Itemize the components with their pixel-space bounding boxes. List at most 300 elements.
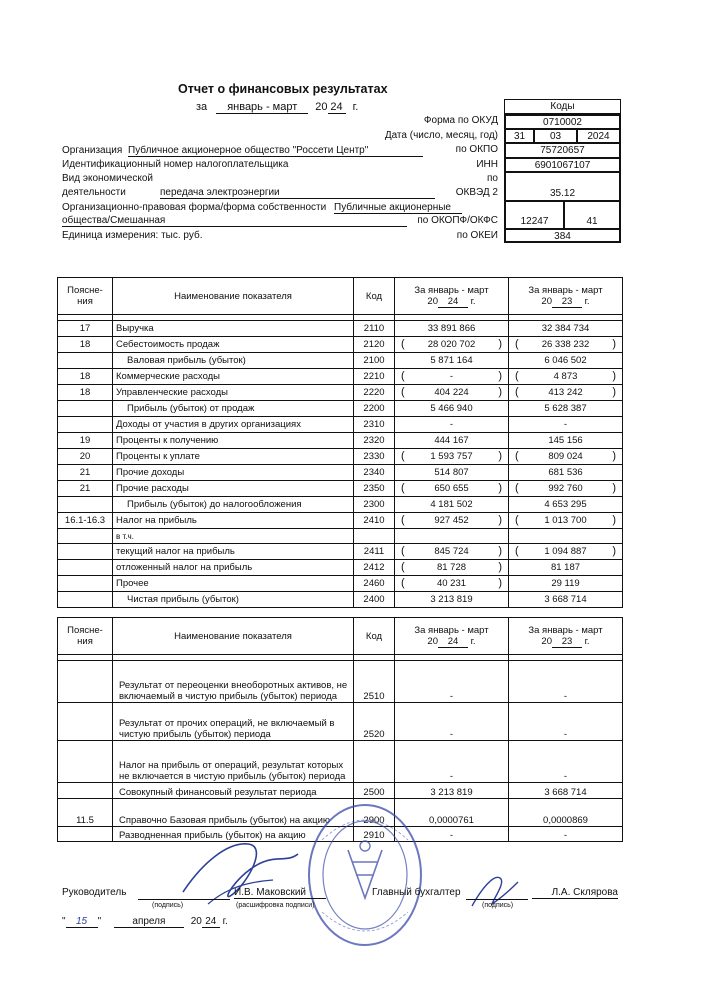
row-value-previous: [509, 661, 623, 703]
row-note: [58, 417, 113, 433]
row-name: Налог на прибыль от операций, результат которых не включается в чистую прибыль (убыток) периода: [113, 741, 354, 783]
row-value-previous: [509, 741, 623, 783]
paren-close: ): [498, 514, 502, 526]
paren-open: (: [401, 370, 405, 382]
org-name: Публичное акционерное общество "Россети Центр": [128, 145, 423, 157]
row-note: [58, 741, 113, 783]
row-value-current: [395, 353, 509, 369]
table-row: [58, 481, 623, 497]
col-name-header: Наименование показателя: [113, 618, 354, 655]
row-code: 2100: [354, 353, 395, 369]
row-name: Прибыль (убыток) от продаж: [113, 401, 354, 417]
period2-prefix: 20: [541, 295, 552, 307]
okved-label-2: ОКВЭД 2: [455, 187, 498, 198]
form-value-1: Публичные акционерные: [334, 202, 462, 214]
row-name: Совокупный финансовый результат периода: [113, 783, 354, 799]
table-row: [58, 703, 623, 741]
cell-value: 927 452: [434, 515, 469, 526]
period1-label: За январь - март: [414, 284, 489, 296]
row-name: Чистая прибыль (убыток): [113, 592, 354, 608]
cell-value: -: [449, 771, 454, 782]
inn-value: 6901067107: [504, 158, 621, 172]
cell-value: 413 242: [548, 387, 583, 398]
table-row: [58, 401, 623, 417]
row-value-previous: [509, 783, 623, 799]
sign-date-year-prefix: 20: [190, 916, 202, 927]
cell-value: 145 156: [548, 435, 583, 446]
cell-value: 514 807: [434, 467, 469, 478]
form-value-2: общества/Смешанная: [62, 215, 407, 227]
table-row: [58, 592, 623, 608]
row-code: 2120: [354, 337, 395, 353]
head-label: Руководитель: [62, 887, 127, 898]
okved-value: 35.12: [504, 172, 621, 201]
cell-value: 3 668 714: [544, 787, 587, 798]
period-prefix: за: [196, 101, 208, 113]
activity-label-1: Вид экономической: [62, 173, 153, 184]
col-code-header: Код: [354, 278, 395, 315]
row-code: 2900: [354, 799, 395, 827]
okved-label-1: по: [487, 173, 498, 184]
paren-close: ): [612, 386, 616, 398]
table-header-row: [58, 278, 623, 315]
row-note: 18: [58, 337, 113, 353]
okopf-value: 12247: [504, 201, 564, 229]
chief-label: Главный бухгалтер: [372, 887, 461, 898]
head-sign-caption: (подпись): [152, 902, 184, 909]
paren-open: (: [515, 338, 519, 350]
head-name: И.В. Маковский: [234, 887, 326, 899]
row-value-previous: [509, 321, 623, 337]
row-note: [58, 827, 113, 842]
cell-value: 1 094 887: [544, 546, 587, 557]
row-value-previous: [509, 465, 623, 481]
paren-close: ): [498, 386, 502, 398]
row-code: 2350: [354, 481, 395, 497]
cell-value: 29 119: [551, 578, 580, 589]
period2-year: 23: [552, 296, 582, 308]
row-code: 2412: [354, 560, 395, 576]
table2-header-row: [58, 618, 623, 655]
period2-tail: г.: [584, 635, 590, 647]
row-name: Разводненная прибыль (убыток) на акцию: [113, 827, 354, 842]
paren-close: ): [612, 514, 616, 526]
row-note: [58, 353, 113, 369]
table-row: [58, 369, 623, 385]
paren-open: (: [401, 386, 405, 398]
paren-close: ): [612, 482, 616, 494]
paren-close: ): [498, 450, 502, 462]
paren-open: (: [401, 577, 405, 589]
period-year-tail: г.: [352, 101, 359, 113]
period1-tail: г.: [470, 635, 476, 647]
row-value-previous: [509, 592, 623, 608]
period1-tail: г.: [470, 295, 476, 307]
row-value-current: [395, 465, 509, 481]
head-name-caption: (расшифровка подписи): [236, 902, 315, 909]
codes-header: Коды: [504, 99, 621, 114]
row-value-previous: [509, 449, 623, 465]
sign-date: [62, 916, 228, 928]
cell-value: 26 338 232: [541, 339, 590, 350]
cell-value: 3 668 714: [544, 594, 587, 605]
date-label: Дата (число, месяц, год): [384, 130, 498, 141]
row-value-current: [395, 592, 509, 608]
row-note: [58, 661, 113, 703]
row-note: 18: [58, 369, 113, 385]
period2-label: За январь - март: [528, 624, 603, 636]
row-code: 2400: [354, 592, 395, 608]
cell-value: -: [449, 729, 454, 740]
row-value-current: [395, 337, 509, 353]
table-row: [58, 321, 623, 337]
row-value-current: [395, 661, 509, 703]
cell-value: 5 466 940: [430, 403, 473, 414]
row-name: в т.ч.: [113, 529, 354, 544]
row-name: Управленческие расходы: [113, 385, 354, 401]
row-code: 2340: [354, 465, 395, 481]
row-note: [58, 703, 113, 741]
table-row: [58, 529, 623, 544]
row-value-previous: [509, 560, 623, 576]
cell-value: 5 871 164: [430, 355, 473, 366]
row-note: [58, 592, 113, 608]
cell-value: 4 653 295: [544, 499, 587, 510]
row-value-current: [395, 529, 509, 544]
cell-value: 33 891 866: [427, 323, 476, 334]
row-note: [58, 576, 113, 592]
row-name: Доходы от участия в других организациях: [113, 417, 354, 433]
period1-label: За январь - март: [414, 624, 489, 636]
page-title: Отчет о финансовых результатах: [178, 82, 388, 96]
okei-label: по ОКЕИ: [456, 230, 498, 241]
row-value-previous: [509, 703, 623, 741]
cell-value: 5 628 387: [544, 403, 587, 414]
row-value-previous: [509, 369, 623, 385]
cell-value: 444 167: [434, 435, 469, 446]
row-code: 2510: [354, 661, 395, 703]
cell-value: 1 013 700: [544, 515, 587, 526]
table-row: [58, 661, 623, 703]
row-code: 2330: [354, 449, 395, 465]
cell-value: 81 728: [436, 562, 467, 573]
period2-tail: г.: [584, 295, 590, 307]
cell-value: 1 593 757: [430, 451, 473, 462]
row-name: Прочие доходы: [113, 465, 354, 481]
row-name: Прочие расходы: [113, 481, 354, 497]
row-value-previous: [509, 827, 623, 842]
row-note: 17: [58, 321, 113, 337]
paren-open: (: [401, 338, 405, 350]
sign-date-day: 15: [66, 916, 98, 928]
cell-value: 681 536: [548, 467, 583, 478]
okei-value: 384: [504, 229, 621, 243]
sign-date-year: 24: [202, 916, 220, 928]
table-row: [58, 417, 623, 433]
paren-open: (: [401, 450, 405, 462]
period1-prefix: 20: [427, 295, 438, 307]
table-row: [58, 385, 623, 401]
cell-value: -: [449, 830, 454, 841]
table-row: [58, 497, 623, 513]
table-row: [58, 560, 623, 576]
row-value-current: [395, 513, 509, 529]
period1-year: 24: [438, 636, 468, 648]
cell-value: -: [563, 691, 568, 702]
unit-label: Единица измерения: тыс. руб.: [62, 230, 203, 241]
date-day: 31: [504, 129, 534, 143]
period-line: [196, 101, 358, 114]
col-name-header: Наименование показателя: [113, 278, 354, 315]
row-value-current: [395, 433, 509, 449]
row-value-previous: [509, 433, 623, 449]
row-note: 18: [58, 385, 113, 401]
paren-close: ): [498, 482, 502, 494]
row-name: Прибыль (убыток) до налогообложения: [113, 497, 354, 513]
row-code: 2210: [354, 369, 395, 385]
cell-value: 3 213 819: [430, 787, 473, 798]
cell-value: 404 224: [434, 387, 469, 398]
row-value-current: [395, 703, 509, 741]
row-name: отложенный налог на прибыль: [113, 560, 354, 576]
inn-short-label: ИНН: [476, 159, 498, 170]
activity-value: передача электроэнергии: [160, 187, 435, 199]
results-table: [57, 277, 623, 608]
row-note: [58, 544, 113, 560]
paren-close: ): [498, 577, 502, 589]
paren-open: (: [515, 450, 519, 462]
row-code: 2410: [354, 513, 395, 529]
org-label: Организация: [62, 145, 123, 156]
table-row: [58, 337, 623, 353]
row-value-previous: [509, 337, 623, 353]
row-code: 2220: [354, 385, 395, 401]
row-value-current: [395, 741, 509, 783]
row-note: [58, 497, 113, 513]
cell-value: 32 384 734: [541, 323, 590, 334]
row-note: [58, 529, 113, 544]
inn-label: Идентификационный номер налогоплательщика: [62, 159, 289, 170]
paren-close: ): [612, 370, 616, 382]
cell-value: 992 760: [548, 483, 583, 494]
col-note-header: Поясне-ния: [58, 618, 113, 655]
row-value-previous: [509, 513, 623, 529]
period2-prefix: 20: [541, 635, 552, 647]
cell-value: 40 231: [436, 578, 467, 589]
row-value-current: [395, 385, 509, 401]
row-code: [354, 741, 395, 783]
col-period2-header: [509, 278, 623, 315]
cell-value: 28 020 702: [427, 339, 476, 350]
paren-open: (: [401, 514, 405, 526]
row-code: 2320: [354, 433, 395, 449]
paren-close: ): [498, 561, 502, 573]
okud-value: 0710002: [504, 114, 621, 129]
row-value-current: [395, 321, 509, 337]
row-value-previous: [509, 481, 623, 497]
row-value-previous: [509, 544, 623, 560]
row-code: 2110: [354, 321, 395, 337]
activity-label-2: деятельности: [62, 187, 126, 198]
row-name: Выручка: [113, 321, 354, 337]
table-row: [58, 576, 623, 592]
cell-value: 4 181 502: [430, 499, 473, 510]
row-name: Себестоимость продаж: [113, 337, 354, 353]
table-row: [58, 465, 623, 481]
paren-close: ): [612, 545, 616, 557]
row-name: текущий налог на прибыль: [113, 544, 354, 560]
row-name: Результат от переоценки внеоборотных активов, не включаемый в чистую прибыль (убыток) периода: [113, 661, 354, 703]
row-name: Коммерческие расходы: [113, 369, 354, 385]
row-value-previous: [509, 529, 623, 544]
row-name: Налог на прибыль: [113, 513, 354, 529]
row-value-current: [395, 481, 509, 497]
form-label: Организационно-правовая форма/форма собственности: [62, 202, 327, 213]
row-code: 2910: [354, 827, 395, 842]
row-note: 19: [58, 433, 113, 449]
row-value-current: [395, 576, 509, 592]
paren-close: ): [498, 370, 502, 382]
date-quote-close: ": [97, 916, 102, 927]
row-name: Прочее: [113, 576, 354, 592]
row-value-current: [395, 544, 509, 560]
paren-open: (: [515, 545, 519, 557]
period-year: 24: [328, 101, 346, 114]
col-period1-header: [395, 618, 509, 655]
row-note: [58, 560, 113, 576]
period1-prefix: 20: [427, 635, 438, 647]
cell-value: -: [449, 419, 454, 430]
cell-value: 4 873: [553, 371, 578, 382]
row-note: [58, 783, 113, 799]
row-name: Справочно Базовая прибыль (убыток) на акцию: [113, 799, 354, 827]
period-value: январь - март: [216, 101, 308, 114]
row-code: 2460: [354, 576, 395, 592]
cell-value: 845 724: [434, 546, 469, 557]
row-note: 11.5: [58, 799, 113, 827]
row-name: Результат от прочих операций, не включаемый в чистую прибыль (убыток) периода: [113, 703, 354, 741]
row-value-current: [395, 369, 509, 385]
col-period2-header: [509, 618, 623, 655]
chief-sign-line: [466, 899, 528, 900]
table-row: [58, 433, 623, 449]
row-value-current: [395, 497, 509, 513]
paren-open: (: [401, 545, 405, 557]
head-signature: [178, 832, 308, 912]
cell-value: -: [449, 691, 454, 702]
table-row: [58, 449, 623, 465]
row-value-current: [395, 560, 509, 576]
period1-year: 24: [438, 296, 468, 308]
row-note: 21: [58, 465, 113, 481]
date-quote-open: ": [62, 916, 66, 927]
row-note: [58, 401, 113, 417]
row-value-current: [395, 449, 509, 465]
paren-open: (: [401, 482, 405, 494]
date-year: 2024: [577, 129, 621, 143]
date-month: 03: [534, 129, 577, 143]
row-value-current: [395, 401, 509, 417]
cell-value: -: [563, 830, 568, 841]
paren-close: ): [612, 338, 616, 350]
table-row: [58, 353, 623, 369]
chief-name: Л.А. Склярова: [532, 887, 618, 899]
sign-date-tail: г.: [222, 916, 228, 927]
cell-value: -: [449, 371, 454, 382]
row-value-previous: [509, 497, 623, 513]
row-value-previous: [509, 799, 623, 827]
row-value-previous: [509, 401, 623, 417]
cell-value: 81 187: [550, 562, 581, 573]
paren-open: (: [515, 386, 519, 398]
row-value-previous: [509, 417, 623, 433]
cell-value: 0,0000869: [543, 815, 588, 826]
col-note-header: Поясне-ния: [58, 278, 113, 315]
paren-open: (: [515, 370, 519, 382]
row-code: 2200: [354, 401, 395, 417]
sign-date-month: апреля: [114, 916, 184, 928]
row-note: 20: [58, 449, 113, 465]
col-code-header: Код: [354, 618, 395, 655]
row-value-current: [395, 417, 509, 433]
head-sign-line: [138, 899, 230, 900]
table-row: [58, 544, 623, 560]
cell-value: 809 024: [548, 451, 583, 462]
row-code: 2300: [354, 497, 395, 513]
paren-open: (: [515, 514, 519, 526]
period2-label: За январь - март: [528, 284, 603, 296]
cell-value: 6 046 502: [544, 355, 587, 366]
row-code: 2500: [354, 783, 395, 799]
okpo-value: 75720657: [504, 143, 621, 158]
okpo-label: по ОКПО: [455, 144, 498, 155]
period-year-prefix: 20: [315, 101, 328, 113]
cell-value: 0,0000761: [429, 815, 474, 826]
cell-value: 3 213 819: [430, 594, 473, 605]
cell-value: 650 655: [434, 483, 469, 494]
paren-close: ): [498, 545, 502, 557]
table-row: [58, 513, 623, 529]
okopf-label: по ОКОПФ/ОКФС: [417, 215, 498, 226]
row-code: 2520: [354, 703, 395, 741]
row-value-previous: [509, 385, 623, 401]
row-code: 2411: [354, 544, 395, 560]
row-name: Проценты к получению: [113, 433, 354, 449]
row-note: 21: [58, 481, 113, 497]
row-value-previous: [509, 576, 623, 592]
cell-value: -: [563, 419, 568, 430]
company-stamp: [300, 780, 430, 960]
row-name: Проценты к уплате: [113, 449, 354, 465]
row-name: Валовая прибыль (убыток): [113, 353, 354, 369]
okfs-value: 41: [564, 201, 621, 229]
row-code: [354, 529, 395, 544]
paren-open: (: [515, 482, 519, 494]
paren-close: ): [612, 450, 616, 462]
cell-value: -: [563, 729, 568, 740]
okud-label: Форма по ОКУД: [423, 115, 498, 126]
chief-sign-caption: (подпись): [482, 902, 514, 909]
row-code: 2310: [354, 417, 395, 433]
col-period1-header: [395, 278, 509, 315]
paren-open: (: [401, 561, 405, 573]
row-value-previous: [509, 353, 623, 369]
row-note: 16.1-16.3: [58, 513, 113, 529]
period2-year: 23: [552, 636, 582, 648]
paren-close: ): [498, 338, 502, 350]
table-row: [58, 741, 623, 783]
cell-value: -: [563, 771, 568, 782]
